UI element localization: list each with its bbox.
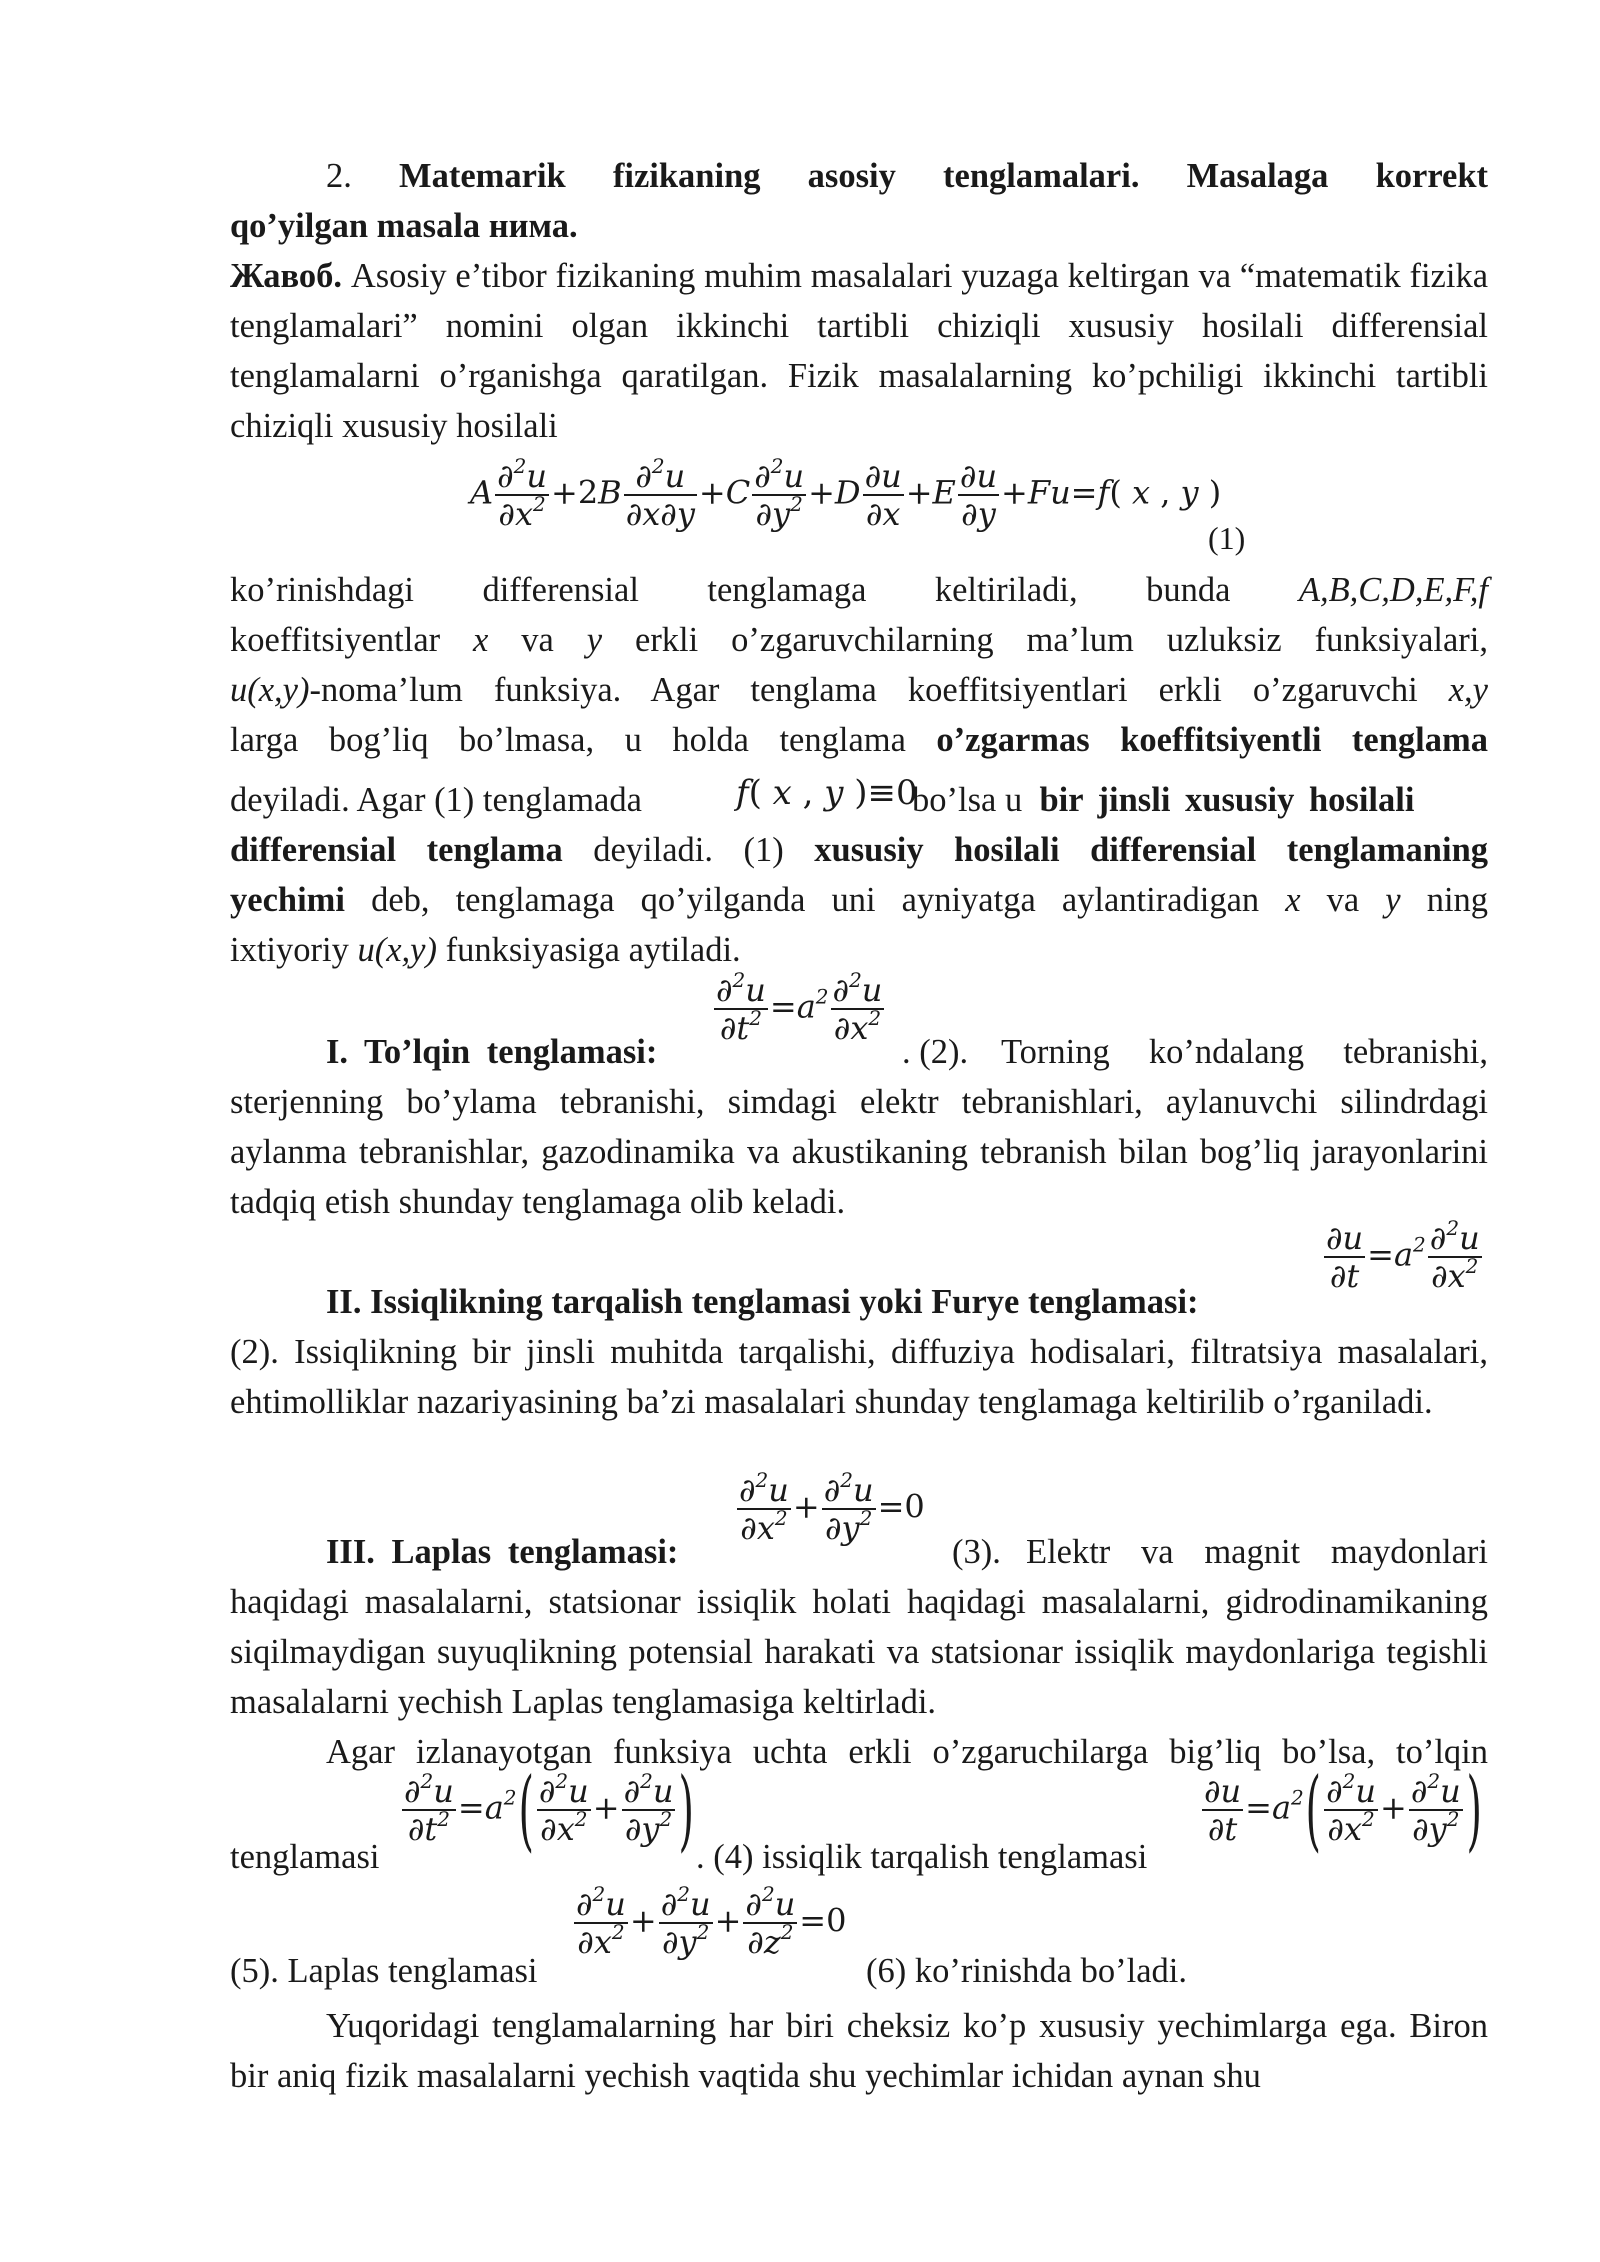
wave-3d-number: . (4) issiqlik tarqalish tenglamasi bbox=[696, 1838, 1148, 1876]
wave-title: I. To’lqin tenglamasi: bbox=[326, 1033, 658, 1071]
question-number: 2. bbox=[326, 157, 352, 195]
para2-line5b: bo’lsa u bir jinsli xususiy hosilali bbox=[912, 781, 1415, 819]
para2-line7: yechimi deb, tenglamaga qo’yilganda uni ayniyatga aylantiradigan x va y ning bbox=[230, 881, 1489, 919]
answer-label: Жавоб. bbox=[230, 257, 343, 295]
para2-line4: larga bog’liq bo’lmasa, u holda tenglama o’zgarmas koeffitsiyentli tenglama bbox=[230, 721, 1488, 759]
equation-wave: $\frac{\partial^2u}{\partial t^2}$ $=a^2$ $\frac{\partial^2u}{\partial x^2}$ bbox=[716, 968, 883, 1047]
para2-line1: ko’rinishdagi differensial tenglamaga keltiriladi, bunda A,B,C,D,E,F,f bbox=[230, 571, 1489, 609]
heat-paragraph: (2). Issiqlikning bir jinsli muhitda tarqalishi, diffuziya hodisalari, filtratsiya masalalari, ehtimolliklar nazariyasining ba’zi masalalari shunday tenglamaga keltirilib o’rganiladi. bbox=[230, 1333, 1488, 1421]
three-d-intro: Agar izlanayotgan funksiya uchta erkli o’zgaruchilarga big’liq bo’lsa, to’lqin bbox=[326, 1733, 1488, 1771]
para2-line3: u(x,y)-noma’lum funksiya. Agar tenglama koeffitsiyentlari erkli o’zgaruvchi x,y bbox=[230, 671, 1488, 709]
wave-paragraph: sterjenning bo’ylama tebranishi, simdagi elektr tebranishlari, aylanuvchi silindrdagi aylanma tebranishlar, gazodinamika va akustikaning tebranish bilan bog’liq jarayonlarini tadqiq etish shunday tenglamaga olib keladi. bbox=[230, 1083, 1488, 1221]
equation-laplace-3d: $\frac{\partial^2u}{\partial x^2}$ + $\frac{\partial^2u}{\partial y^2}$ + $\frac{\partial^2u}{\partial z^2}$ =0 bbox=[576, 1882, 847, 1961]
question-title: Matemarik fizikaning asosiy tenglamalari. Masalaga korrekt bbox=[399, 157, 1489, 195]
laplace-title: III. Laplas tenglamasi: bbox=[326, 1533, 679, 1571]
closing-paragraph: Yuqoridagi tenglamalarning har biri cheksiz ko’p xususiy yechimlarga ega. Biron bir aniq fizik masalalarni yechish vaqtida shu yechimlar ichidan aynan shu bbox=[230, 2007, 1488, 2095]
para2-line2: koeffitsiyentlar x va y erkli o’zgaruvchilarning ma’lum uzluksiz funksiyalari, bbox=[230, 621, 1489, 659]
laplace-3d-tail: (6) ko’rinishda bo’ladi. bbox=[866, 1952, 1187, 1990]
equation-heat-3d: $\frac{\partial u}{\partial t}$ $=a^2$( $\frac{\partial^2u}{\partial x^2}$ + $\frac{\partial^2u}{\partial y^2}$ ) bbox=[1204, 1758, 1482, 1861]
answer-text: Asosiy e’tibor fizikaning muhim masalalari yuzaga keltirgan va “matematik fizika tenglamalari” nomini olgan ikkinchi tartibli chiziqli xususiy hosilali differensial tenglamalarni o’rganishga qaratilgan. Fizik masalalarning ko’pchiligi ikkinchi tartibli chiziqli xususiy hosilali bbox=[230, 257, 1489, 445]
para2-line5a: deyiladi. Agar (1) tenglamada bbox=[230, 781, 642, 819]
wave-text-first: Torning ko’ndalang tebranishi, bbox=[1001, 1033, 1488, 1071]
equation-wave-3d: $\frac{\partial^2u}{\partial t^2}$ $=a^2$( $\frac{\partial^2u}{\partial x^2}$ + $\frac{\partial^2u}{\partial y^2}$ ) bbox=[404, 1758, 695, 1861]
laplace-text-first: Elektr va magnit maydonlari bbox=[1026, 1533, 1488, 1571]
wave-3d-label: tenglamasi bbox=[230, 1838, 380, 1876]
equation-laplace: $\frac{\partial^2u}{\partial x^2}$ + $\frac{\partial^2u}{\partial y^2}$ =0 bbox=[739, 1468, 925, 1547]
answer-paragraph bbox=[230, 251, 1488, 451]
laplace-3d-label: (5). Laplas tenglamasi bbox=[230, 1952, 538, 1990]
equation-heat: $\frac{\partial u}{\partial t}$ $=a^2$ $\frac{\partial^2u}{\partial x^2}$ bbox=[1326, 1216, 1480, 1295]
wave-number: . (2). bbox=[902, 1033, 969, 1071]
equation-general-pde: A $\frac{\partial^2u}{\partial x^2}$ +2B $\frac{\partial^2u}{\partial x\partial y}$ +C $\frac{\partial^2u}{\partial y^2}$ +D $\frac{\partial u}{\partial x}$ +E $\frac{\partial u}{\partial y}$ +Fu=f( x , y ) bbox=[470, 454, 1222, 533]
question-title-cont: qo’yilgan masala нима. bbox=[230, 207, 578, 245]
laplace-paragraph: haqidagi masalalarni, statsionar issiqlik holati haqidagi masalalarni, gidrodinamikaning siqilmaydigan suyuqlikning potensial harakati va statsionar issiqlik maydonlariga tegishli masalalarni yechish Laplas tenglamasiga keltirladi. bbox=[230, 1583, 1488, 1721]
para2-line8: ixtiyoriy u(x,y) funksiyasiga aytiladi. bbox=[230, 931, 741, 969]
equation-number-1: (1) bbox=[1208, 520, 1246, 556]
laplace-number: (3). bbox=[952, 1533, 1001, 1571]
question-heading bbox=[230, 151, 1488, 201]
equation-homogeneous-condition: f( x , y )≡0 bbox=[736, 773, 918, 813]
heat-title: II. Issiqlikning tarqalish tenglamasi yoki Furye tenglamasi: bbox=[326, 1283, 1199, 1321]
para2-line6: differensial tenglama deyiladi. (1) xususiy hosilali differensial tenglamaning bbox=[230, 831, 1489, 869]
